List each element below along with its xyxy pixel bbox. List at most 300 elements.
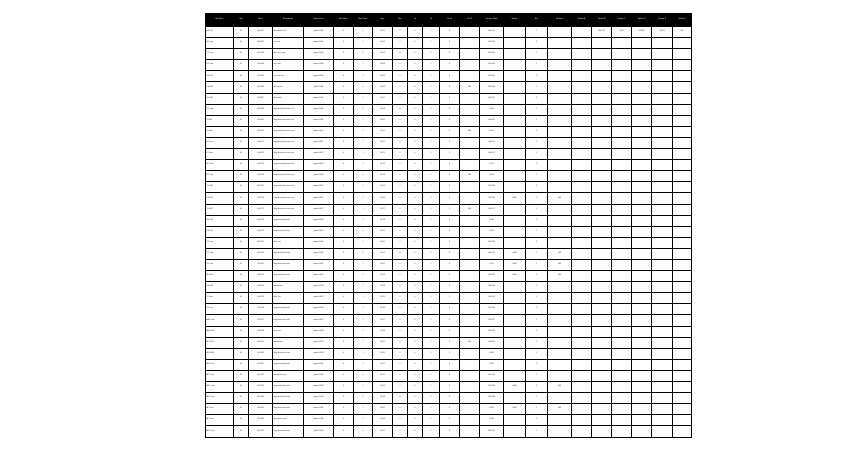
table-cell[interactable]: long description text — [273, 315, 304, 326]
table-cell[interactable]: 01 — [234, 104, 249, 115]
table-cell[interactable] — [572, 293, 592, 304]
table-cell[interactable]: 1 — [354, 104, 373, 115]
table-cell[interactable]: long description text here — [273, 149, 304, 160]
table-cell[interactable]: V-1 item — [206, 259, 234, 270]
table-cell[interactable] — [592, 104, 612, 115]
table-cell[interactable]: text text — [273, 38, 304, 49]
table-cell[interactable] — [592, 382, 612, 393]
table-cell[interactable]: param 0006 — [304, 82, 334, 93]
table-cell[interactable] — [632, 115, 652, 126]
table-cell[interactable] — [592, 215, 612, 226]
table-cell[interactable]: 0 — [440, 348, 460, 359]
table-cell[interactable]: X-0-024 — [206, 282, 234, 293]
table-cell[interactable]: 0 — [334, 282, 354, 293]
column-header[interactable]: Default — [548, 14, 572, 27]
table-cell[interactable]: 00.0009 — [249, 115, 273, 126]
table-cell[interactable]: 1 — [354, 370, 373, 381]
table-cell[interactable] — [612, 171, 632, 182]
table-cell[interactable]: 000.016 — [480, 193, 504, 204]
table-cell[interactable]: 000.028 — [480, 326, 504, 337]
table-cell[interactable] — [592, 126, 612, 137]
table-cell[interactable]: 1 — [526, 149, 548, 160]
table-cell[interactable]: 0000 — [504, 382, 526, 393]
table-cell[interactable]: K-1 item — [206, 137, 234, 148]
table-cell[interactable]: 0 — [408, 93, 423, 104]
table-cell[interactable] — [632, 71, 652, 82]
table-cell[interactable]: 000.037 — [480, 426, 504, 438]
table-cell[interactable]: 0 — [440, 149, 460, 160]
table-cell[interactable]: 1 — [354, 27, 373, 38]
table-cell[interactable]: 00.0015 — [249, 182, 273, 193]
table-cell[interactable]: 000.027 — [480, 315, 504, 326]
table-cell[interactable] — [673, 160, 692, 171]
table-cell[interactable] — [548, 426, 572, 438]
table-cell[interactable]: 0 — [408, 282, 423, 293]
table-cell[interactable] — [548, 282, 572, 293]
table-cell[interactable] — [572, 149, 592, 160]
table-cell[interactable]: 00.26 — [373, 304, 393, 315]
table-cell[interactable] — [592, 415, 612, 426]
table-cell[interactable] — [592, 259, 612, 270]
table-cell[interactable] — [652, 304, 673, 315]
table-cell[interactable] — [504, 304, 526, 315]
table-cell[interactable] — [504, 204, 526, 215]
table-cell[interactable]: 0000 — [504, 259, 526, 270]
table-cell[interactable]: 1 — [526, 337, 548, 348]
table-cell[interactable]: 0 — [440, 404, 460, 415]
table-cell[interactable] — [652, 248, 673, 259]
table-cell[interactable]: 000.012 — [480, 149, 504, 160]
table-cell[interactable] — [673, 315, 692, 326]
table-cell[interactable] — [504, 237, 526, 248]
table-cell[interactable] — [572, 248, 592, 259]
table-cell[interactable]: 0 — [334, 404, 354, 415]
table-cell[interactable] — [612, 93, 632, 104]
table-cell[interactable] — [612, 115, 632, 126]
table-cell[interactable]: long description text here — [273, 204, 304, 215]
table-cell[interactable] — [548, 93, 572, 104]
table-cell[interactable]: 1 — [423, 293, 440, 304]
table-cell[interactable]: 01 — [234, 115, 249, 126]
table-cell[interactable]: 0 — [440, 426, 460, 438]
table-cell[interactable]: 01 — [234, 293, 249, 304]
table-cell[interactable]: 01 — [234, 126, 249, 137]
table-cell[interactable]: 01 — [234, 160, 249, 171]
table-cell[interactable] — [673, 126, 692, 137]
table-cell[interactable] — [548, 337, 572, 348]
table-cell[interactable]: 01 — [234, 149, 249, 160]
table-cell[interactable]: 000.025 — [480, 293, 504, 304]
table-cell[interactable]: 01 — [234, 60, 249, 71]
table-cell[interactable]: 0 — [408, 348, 423, 359]
table-cell[interactable]: 00.0001 — [249, 27, 273, 38]
table-cell[interactable]: description text — [273, 370, 304, 381]
table-cell[interactable]: 1 — [354, 259, 373, 270]
table-cell[interactable] — [548, 237, 572, 248]
table-cell[interactable]: 000.01 — [652, 27, 673, 38]
table-cell[interactable]: 0 — [440, 38, 460, 49]
table-cell[interactable]: 1 — [423, 415, 440, 426]
table-cell[interactable] — [673, 293, 692, 304]
table-cell[interactable] — [572, 160, 592, 171]
table-cell[interactable] — [592, 71, 612, 82]
table-cell[interactable]: 1 — [423, 49, 440, 60]
table-cell[interactable]: desc text — [273, 237, 304, 248]
table-cell[interactable]: 0 — [393, 304, 408, 315]
table-cell[interactable] — [673, 271, 692, 282]
table-cell[interactable]: 000.001 — [480, 27, 504, 38]
column-header[interactable]: Description — [273, 14, 304, 27]
table-cell[interactable]: 0 — [393, 49, 408, 60]
table-cell[interactable]: 1 — [423, 38, 440, 49]
table-cell[interactable] — [460, 226, 480, 237]
table-cell[interactable] — [612, 82, 632, 93]
table-cell[interactable]: long description text — [273, 304, 304, 315]
table-cell[interactable] — [548, 415, 572, 426]
table-cell[interactable]: 0 — [393, 382, 408, 393]
table-cell[interactable] — [632, 337, 652, 348]
table-cell[interactable]: 1 — [423, 27, 440, 38]
table-cell[interactable]: AK-1 item — [206, 426, 234, 438]
table-cell[interactable]: 1 — [423, 426, 440, 438]
table-cell[interactable]: 00.34 — [373, 393, 393, 404]
table-cell[interactable]: 0 — [334, 204, 354, 215]
table-cell[interactable]: 1 — [423, 149, 440, 160]
table-cell[interactable] — [652, 348, 673, 359]
table-cell[interactable] — [504, 348, 526, 359]
table-cell[interactable] — [592, 82, 612, 93]
table-cell[interactable]: 0 — [393, 348, 408, 359]
table-cell[interactable]: 0 — [408, 160, 423, 171]
table-cell[interactable]: 0 — [393, 193, 408, 204]
table-cell[interactable] — [548, 149, 572, 160]
table-cell[interactable] — [673, 171, 692, 182]
table-cell[interactable] — [652, 382, 673, 393]
table-cell[interactable]: 01 — [234, 271, 249, 282]
table-cell[interactable]: 1 — [526, 237, 548, 248]
column-header[interactable]: Hi — [423, 14, 440, 27]
table-cell[interactable]: 0 — [393, 337, 408, 348]
table-cell[interactable]: 0 — [440, 182, 460, 193]
table-cell[interactable]: long description text — [273, 259, 304, 270]
column-header[interactable]: Column Value — [480, 14, 504, 27]
table-cell[interactable]: 00.17 — [373, 204, 393, 215]
table-cell[interactable]: 01 — [234, 204, 249, 215]
table-cell[interactable]: 0 — [334, 137, 354, 148]
table-cell[interactable]: 0 — [440, 93, 460, 104]
table-cell[interactable]: 01 — [234, 49, 249, 60]
table-cell[interactable] — [548, 393, 572, 404]
table-cell[interactable]: M-1 item — [206, 160, 234, 171]
table-cell[interactable]: 00.0023 — [249, 271, 273, 282]
table-cell[interactable] — [612, 248, 632, 259]
table-cell[interactable]: 00.0007 — [249, 93, 273, 104]
table-cell[interactable] — [592, 426, 612, 438]
table-cell[interactable]: 0 — [408, 115, 423, 126]
table-cell[interactable]: 0 — [440, 271, 460, 282]
table-cell[interactable]: 000.032 — [480, 370, 504, 381]
table-cell[interactable]: 1 — [354, 426, 373, 438]
table-cell[interactable] — [612, 326, 632, 337]
table-cell[interactable]: 0 — [408, 60, 423, 71]
table-cell[interactable]: 01 — [234, 404, 249, 415]
table-cell[interactable] — [572, 137, 592, 148]
table-cell[interactable] — [460, 49, 480, 60]
table-cell[interactable]: 0 — [440, 126, 460, 137]
table-cell[interactable] — [504, 426, 526, 438]
table-cell[interactable] — [572, 115, 592, 126]
table-cell[interactable]: H-1 item — [206, 104, 234, 115]
table-cell[interactable]: 00.0037 — [249, 426, 273, 438]
table-cell[interactable]: 0 — [393, 137, 408, 148]
table-cell[interactable]: 01 — [234, 82, 249, 93]
column-header[interactable]: Option D — [632, 14, 652, 27]
table-cell[interactable] — [572, 359, 592, 370]
table-cell[interactable]: 0 — [393, 237, 408, 248]
table-cell[interactable]: 0 — [440, 215, 460, 226]
column-header[interactable]: Min Value — [334, 14, 354, 27]
table-cell[interactable] — [572, 60, 592, 71]
table-cell[interactable] — [592, 49, 612, 60]
table-cell[interactable]: 01 — [234, 393, 249, 404]
table-cell[interactable] — [612, 426, 632, 438]
table-cell[interactable]: 00.32 — [373, 370, 393, 381]
table-cell[interactable]: param 0025 — [304, 293, 334, 304]
table-cell[interactable] — [652, 370, 673, 381]
table-cell[interactable]: 1 — [354, 160, 373, 171]
table-cell[interactable]: 0 — [334, 160, 354, 171]
table-cell[interactable] — [572, 27, 592, 38]
table-cell[interactable]: 000.002 — [480, 38, 504, 49]
column-header[interactable]: Value — [249, 14, 273, 27]
table-cell[interactable]: 0 — [334, 293, 354, 304]
table-cell[interactable]: 0 — [393, 27, 408, 38]
table-cell[interactable]: param 0023 — [304, 271, 334, 282]
table-cell[interactable]: 0 — [408, 104, 423, 115]
table-cell[interactable]: 00.24 — [373, 282, 393, 293]
table-cell[interactable]: 1 — [526, 27, 548, 38]
table-cell[interactable] — [652, 171, 673, 182]
table-cell[interactable]: param 0002 — [304, 38, 334, 49]
table-cell[interactable]: 00.08 — [373, 104, 393, 115]
table-cell[interactable]: param 0014 — [304, 171, 334, 182]
table-cell[interactable] — [632, 248, 652, 259]
table-cell[interactable] — [612, 393, 632, 404]
table-cell[interactable] — [572, 426, 592, 438]
table-cell[interactable] — [548, 115, 572, 126]
table-cell[interactable] — [592, 404, 612, 415]
table-cell[interactable]: 00.0014 — [249, 171, 273, 182]
table-cell[interactable]: 0 — [408, 126, 423, 137]
table-cell[interactable] — [652, 326, 673, 337]
table-cell[interactable] — [612, 38, 632, 49]
table-cell[interactable] — [572, 215, 592, 226]
table-cell[interactable] — [504, 115, 526, 126]
table-cell[interactable]: 1 — [526, 171, 548, 182]
table-cell[interactable]: 00.0026 — [249, 304, 273, 315]
table-cell[interactable]: 000.026 — [480, 304, 504, 315]
column-header[interactable]: Status — [504, 14, 526, 27]
table-cell[interactable] — [673, 115, 692, 126]
table-cell[interactable] — [673, 370, 692, 381]
table-cell[interactable] — [572, 171, 592, 182]
table-cell[interactable]: param 0016 — [304, 193, 334, 204]
table-cell[interactable]: 1 — [526, 326, 548, 337]
table-cell[interactable]: 00.16 — [373, 193, 393, 204]
table-cell[interactable] — [548, 293, 572, 304]
table-cell[interactable] — [592, 160, 612, 171]
table-cell[interactable]: 0 — [408, 193, 423, 204]
table-cell[interactable]: 000.005 — [480, 71, 504, 82]
table-cell[interactable] — [504, 104, 526, 115]
table-cell[interactable]: 1 — [423, 404, 440, 415]
table-cell[interactable]: 0 — [334, 337, 354, 348]
table-cell[interactable]: long description text here — [273, 137, 304, 148]
table-cell[interactable]: 1 — [354, 404, 373, 415]
table-cell[interactable] — [652, 104, 673, 115]
table-cell[interactable]: 1 — [526, 370, 548, 381]
table-cell[interactable] — [460, 426, 480, 438]
table-cell[interactable]: param 0020 — [304, 237, 334, 248]
table-cell[interactable] — [612, 215, 632, 226]
table-cell[interactable]: 1 — [526, 193, 548, 204]
table-cell[interactable]: 0 — [334, 259, 354, 270]
table-cell[interactable]: 1 — [423, 160, 440, 171]
table-cell[interactable] — [548, 82, 572, 93]
table-cell[interactable]: 0 — [440, 382, 460, 393]
table-cell[interactable] — [652, 82, 673, 93]
table-cell[interactable] — [592, 93, 612, 104]
table-cell[interactable]: param 0018 — [304, 215, 334, 226]
table-cell[interactable] — [548, 60, 572, 71]
table-cell[interactable]: 0 — [393, 204, 408, 215]
table-cell[interactable]: 1 — [423, 226, 440, 237]
column-header[interactable]: Option B — [592, 14, 612, 27]
table-cell[interactable] — [612, 404, 632, 415]
table-cell[interactable]: 00.0005 — [249, 71, 273, 82]
table-cell[interactable] — [460, 259, 480, 270]
table-cell[interactable]: long description text here — [273, 193, 304, 204]
table-cell[interactable] — [652, 237, 673, 248]
table-cell[interactable] — [632, 293, 652, 304]
table-cell[interactable]: 00.0020 — [249, 237, 273, 248]
table-cell[interactable] — [460, 27, 480, 38]
table-cell[interactable]: 1 — [526, 93, 548, 104]
table-cell[interactable]: 000 — [548, 382, 572, 393]
table-cell[interactable] — [460, 370, 480, 381]
table-cell[interactable]: 00.06 — [373, 82, 393, 93]
table-cell[interactable]: 0 — [334, 193, 354, 204]
table-cell[interactable] — [652, 160, 673, 171]
table-cell[interactable] — [504, 393, 526, 404]
table-cell[interactable]: 1 — [526, 137, 548, 148]
table-cell[interactable] — [460, 38, 480, 49]
table-cell[interactable]: 01 — [234, 326, 249, 337]
table-cell[interactable] — [592, 326, 612, 337]
table-cell[interactable]: 1 — [423, 171, 440, 182]
table-cell[interactable]: 1 — [354, 282, 373, 293]
table-cell[interactable]: 00.0008 — [249, 104, 273, 115]
table-cell[interactable]: 0 — [440, 204, 460, 215]
table-cell[interactable] — [460, 248, 480, 259]
table-cell[interactable] — [673, 382, 692, 393]
table-cell[interactable]: param 0035 — [304, 404, 334, 415]
table-cell[interactable] — [592, 282, 612, 293]
table-cell[interactable]: 0 — [408, 226, 423, 237]
table-cell[interactable]: 1 — [423, 193, 440, 204]
table-cell[interactable] — [460, 348, 480, 359]
table-cell[interactable]: param 0029 — [304, 337, 334, 348]
table-cell[interactable]: long description text — [273, 359, 304, 370]
table-cell[interactable]: 00.12 — [373, 149, 393, 160]
table-cell[interactable]: 0.010 — [480, 126, 504, 137]
table-cell[interactable]: param 0013 — [304, 160, 334, 171]
table-cell[interactable]: desc text — [273, 326, 304, 337]
table-cell[interactable]: param 0019 — [304, 226, 334, 237]
table-cell[interactable]: long description text here — [273, 126, 304, 137]
table-cell[interactable]: 01 — [234, 171, 249, 182]
table-cell[interactable] — [673, 259, 692, 270]
table-cell[interactable] — [673, 226, 692, 237]
table-cell[interactable] — [673, 60, 692, 71]
table-cell[interactable] — [632, 282, 652, 293]
table-cell[interactable] — [504, 415, 526, 426]
table-cell[interactable]: 0 — [334, 171, 354, 182]
table-cell[interactable]: 1 — [354, 382, 373, 393]
table-cell[interactable] — [460, 237, 480, 248]
table-cell[interactable]: 0 — [334, 304, 354, 315]
table-cell[interactable]: 1 — [526, 49, 548, 60]
table-cell[interactable]: 0 — [393, 415, 408, 426]
table-cell[interactable]: 0000 — [504, 404, 526, 415]
table-cell[interactable]: 0 — [393, 115, 408, 126]
table-cell[interactable]: 0 — [408, 293, 423, 304]
table-cell[interactable] — [460, 60, 480, 71]
table-cell[interactable] — [632, 359, 652, 370]
table-cell[interactable]: L-1 item — [206, 149, 234, 160]
table-cell[interactable] — [460, 104, 480, 115]
table-cell[interactable] — [548, 160, 572, 171]
table-cell[interactable]: 0 — [393, 326, 408, 337]
table-cell[interactable]: 1 — [423, 382, 440, 393]
table-cell[interactable] — [612, 348, 632, 359]
table-cell[interactable]: 1 — [354, 393, 373, 404]
table-cell[interactable]: 0 — [393, 182, 408, 193]
table-cell[interactable]: 0 — [440, 137, 460, 148]
table-cell[interactable]: 01 — [234, 71, 249, 82]
table-cell[interactable]: 1 — [354, 315, 373, 326]
table-cell[interactable] — [592, 348, 612, 359]
table-cell[interactable]: 0 — [440, 326, 460, 337]
table-cell[interactable]: 1 — [423, 315, 440, 326]
table-cell[interactable] — [572, 370, 592, 381]
table-cell[interactable]: D-2 item — [206, 60, 234, 71]
table-cell[interactable]: 0 — [408, 182, 423, 193]
table-cell[interactable] — [572, 193, 592, 204]
table-cell[interactable] — [460, 93, 480, 104]
table-cell[interactable]: 00.0011 — [249, 137, 273, 148]
table-cell[interactable]: 0 — [334, 248, 354, 259]
table-cell[interactable] — [652, 60, 673, 71]
table-cell[interactable] — [572, 237, 592, 248]
table-cell[interactable] — [632, 160, 652, 171]
table-cell[interactable] — [673, 149, 692, 160]
table-cell[interactable] — [504, 93, 526, 104]
table-cell[interactable] — [673, 415, 692, 426]
table-cell[interactable]: AE-1 item — [206, 359, 234, 370]
table-cell[interactable]: A-0-001 — [206, 27, 234, 38]
table-cell[interactable] — [652, 293, 673, 304]
